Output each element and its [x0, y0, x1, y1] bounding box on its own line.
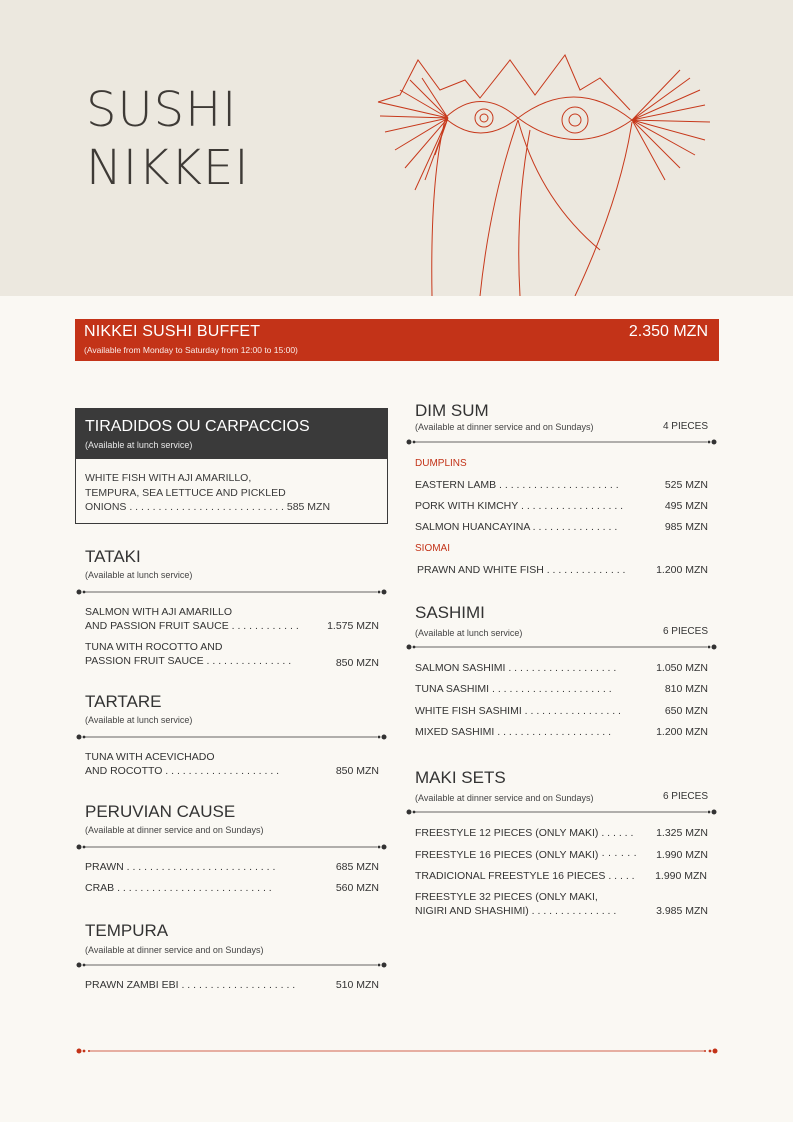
menu-item: EASTERN LAMB . . . . . . . . . . . . . . . . . . . . . 525 MZN: [415, 479, 708, 491]
maki-title: MAKI SETS: [415, 768, 506, 787]
dumplins-label: DUMPLINS: [415, 458, 467, 469]
menu-item: PRAWN . . . . . . . . . . . . . . . . . . . . . . . . . . 685 MZN: [85, 861, 379, 873]
menu-item: TUNA SASHIMI . . . . . . . . . . . . . . . . . . . . . 810 MZN: [415, 683, 708, 695]
tiradidos-header: [76, 409, 387, 459]
tiradidos-item: [85, 471, 380, 515]
menu-item: PRAWN AND WHITE FISH . . . . . . . . . . . . . . 1.200 MZN: [417, 564, 708, 576]
menu-item: CRAB . . . . . . . . . . . . . . . . . . . . . . . . . . . 560 MZN: [85, 882, 379, 894]
dimsum-note: (Available at dinner service and on Sundays): [415, 422, 594, 432]
page-title-line1: SUSHI: [86, 82, 238, 138]
buffet-banner: [75, 319, 719, 361]
peruvian-note: (Available at dinner service and on Sundays): [85, 825, 264, 835]
tempura-title: TEMPURA: [85, 921, 169, 940]
menu-item: SALMON SASHIMI . . . . . . . . . . . . . . . . . . . 1.050 MZN: [415, 662, 708, 674]
menu-item: SALMON HUANCAYINA . . . . . . . . . . . . . . . 985 MZN: [415, 521, 708, 533]
menu-item: PORK WITH KIMCHY . . . . . . . . . . . . . . . . . . 495 MZN: [415, 500, 708, 512]
divider: [75, 961, 389, 969]
section-note: (Available at lunch service): [85, 440, 193, 450]
divider: [75, 733, 389, 741]
menu-item: TRADICIONAL FREESTYLE 16 PIECES . . . . . 1.990 MZN: [415, 870, 707, 882]
maki-note: (Available at dinner service and on Sundays): [415, 793, 594, 803]
menu-item: WHITE FISH SASHIMI . . . . . . . . . . . . . . . . . 650 MZN: [415, 705, 708, 717]
menu-item: FREESTYLE 12 PIECES (ONLY MAKI) . . . . . . 1.325 MZN: [415, 827, 708, 839]
buffet-name: NIKKEI SUSHI BUFFET: [84, 323, 261, 340]
divider: [75, 588, 389, 596]
sashimi-pieces: 6 PIECES: [662, 626, 708, 637]
sashimi-note: (Available at lunch service): [415, 628, 523, 638]
item-line: ONIONS . . . . . . . . . . . . . . . . . . . . . . . . . . . 585 MZN: [85, 501, 331, 513]
section-title: TIRADIDOS OU CARPACCIOS: [85, 418, 310, 435]
siomai-label: SIOMAI: [415, 543, 451, 554]
menu-item: MIXED SASHIMI . . . . . . . . . . . . . . . . . . . . 1.200 MZN: [415, 726, 708, 738]
face-line-illustration: [370, 50, 720, 296]
menu-item: TUNA WITH ACEVICHADO AND ROCOTTO . . . . . . . . . . . . . . . . . . . . 850 MZN: [85, 751, 379, 777]
tempura-note: (Available at dinner service and on Sundays): [85, 945, 264, 955]
item-line: WHITE FISH WITH AJI AMARILLO,: [85, 472, 252, 484]
tartare-note: (Available at lunch service): [85, 715, 193, 725]
menu-item: FREESTYLE 32 PIECES (ONLY MAKI, NIGIRI AND SHASHIMI) . . . . . . . . . . . . . . . 3.985 MZN: [415, 891, 708, 917]
divider: [405, 438, 719, 446]
tiradidos-box: [75, 408, 388, 524]
tataki-title: TATAKI: [85, 547, 141, 566]
sashimi-title: SASHIMI: [415, 603, 485, 622]
item-line: TEMPURA, SEA LETTUCE AND PICKLED: [85, 486, 286, 499]
buffet-note: (Available from Monday to Saturday from 12:00 to 15:00): [84, 345, 298, 355]
buffet-price: 2.350 MZN: [628, 323, 708, 340]
page-title-line2: NIKKEI: [86, 140, 250, 196]
menu-item: TUNA WITH ROCOTTO AND PASSION FRUIT SAUCE . . . . . . . . . . . . . . . 850 MZN: [85, 641, 379, 669]
footer-divider: [75, 1042, 719, 1060]
divider: [405, 643, 719, 651]
divider: [405, 808, 719, 816]
divider: [75, 843, 389, 851]
tartare-title: TARTARE: [85, 692, 162, 711]
menu-item: SALMON WITH AJI AMARILLO AND PASSION FRUIT SAUCE . . . . . . . . . . . . 1.575 MZN: [85, 606, 379, 632]
peruvian-title: PERUVIAN CAUSE: [85, 802, 236, 821]
menu-item: PRAWN ZAMBI EBI . . . . . . . . . . . . . . . . . . . . 510 MZN: [85, 979, 379, 991]
dimsum-title: DIM SUM: [415, 401, 489, 420]
maki-pieces: 6 PIECES: [662, 791, 708, 802]
tataki-note: (Available at lunch service): [85, 570, 193, 580]
menu-item: FREESTYLE 16 PIECES (ONLY MAKI) · · · · · · 1.990 MZN: [415, 849, 708, 861]
dimsum-pieces: 4 PIECES: [662, 421, 708, 432]
